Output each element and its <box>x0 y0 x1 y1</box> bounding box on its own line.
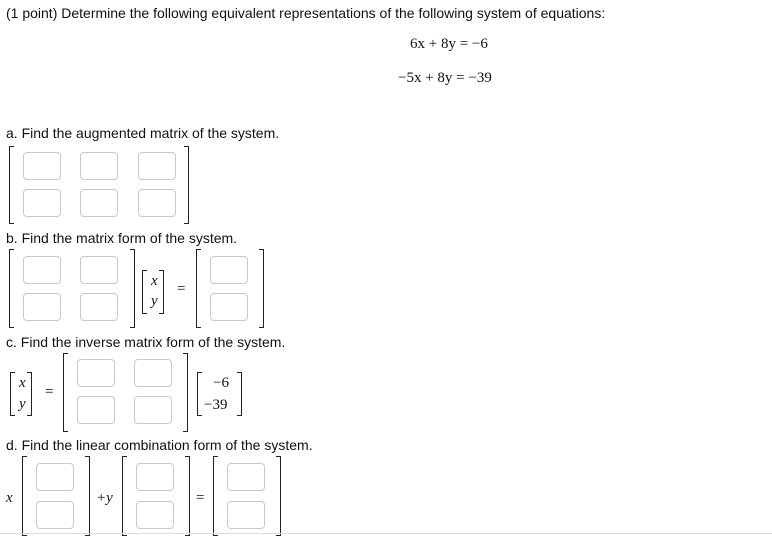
part-d-equals: = <box>196 490 205 506</box>
part-c-inv-right-bracket <box>183 353 188 432</box>
part-d-rhs-right-bracket <box>276 456 281 536</box>
part-d-x: x <box>6 490 13 506</box>
part-d-plus-y: +y <box>96 490 113 506</box>
part-c-vec-right-bracket <box>237 372 242 416</box>
part-c-inv-left-bracket <box>63 353 68 432</box>
part-b-x: x <box>151 273 158 289</box>
part-d-col2-right-bracket <box>185 456 190 536</box>
part-d-rhs-left-bracket <box>213 456 218 536</box>
part-b-label: b. Find the matrix form of the system. <box>6 230 238 246</box>
part-a-right-bracket <box>184 146 189 224</box>
part-b-equals: = <box>177 281 186 297</box>
part-b-rhs-right-bracket <box>259 249 264 328</box>
part-a-r2c3-input[interactable] <box>138 189 176 217</box>
part-a-label: a. Find the augmented matrix of the system. <box>6 125 280 141</box>
part-d-col1-right-bracket <box>85 456 90 536</box>
part-c-vec-r2: −39 <box>204 397 228 413</box>
equation-1: 6x + 8y = −6 <box>410 36 488 52</box>
part-b-coeff-r2c2-input[interactable] <box>80 293 118 321</box>
part-d-rhs-r1-input[interactable] <box>227 463 265 491</box>
part-a-r2c2-input[interactable] <box>80 189 118 217</box>
part-b-rhs-r2-input[interactable] <box>210 293 248 321</box>
part-b-coeff-right-bracket <box>130 249 135 328</box>
part-c-inv-r1c1-input[interactable] <box>77 359 115 387</box>
part-a-left-bracket <box>9 146 14 224</box>
part-c-xy-left-bracket <box>10 372 15 416</box>
part-a-r1c1-input[interactable] <box>23 152 61 180</box>
part-c-inv-r2c1-input[interactable] <box>77 396 115 424</box>
part-a-r2c1-input[interactable] <box>23 189 61 217</box>
part-d-col2-r1-input[interactable] <box>136 463 174 491</box>
part-c-equals: = <box>45 384 54 400</box>
part-d-label: d. Find the linear combination form of the system. <box>6 437 313 453</box>
part-c-xy-right-bracket <box>27 372 32 416</box>
part-b-coeff-r1c2-input[interactable] <box>80 256 118 284</box>
part-a-r1c2-input[interactable] <box>80 152 118 180</box>
part-b-coeff-r1c1-input[interactable] <box>23 256 61 284</box>
part-c-vec-r1: −6 <box>213 375 229 391</box>
part-b-y: y <box>151 293 158 309</box>
equation-2: −5x + 8y = −39 <box>398 70 492 86</box>
part-b-rhs-left-bracket <box>196 249 201 328</box>
bottom-divider <box>0 533 772 534</box>
part-c-inv-r2c2-input[interactable] <box>134 396 172 424</box>
part-b-xy-left-bracket <box>142 270 147 314</box>
part-a-r1c3-input[interactable] <box>138 152 176 180</box>
part-c-x: x <box>19 375 26 391</box>
part-b-coeff-left-bracket <box>9 249 14 328</box>
part-c-vec-left-bracket <box>197 372 202 416</box>
part-d-col1-left-bracket <box>22 456 27 536</box>
part-d-col2-left-bracket <box>122 456 127 536</box>
problem-prompt: (1 point) Determine the following equivalent representations of the following system of equations: <box>6 5 606 21</box>
part-c-inv-r1c2-input[interactable] <box>134 359 172 387</box>
part-c-y: y <box>19 396 26 412</box>
part-c-label: c. Find the inverse matrix form of the system. <box>6 334 286 350</box>
part-b-rhs-r1-input[interactable] <box>210 256 248 284</box>
part-d-col1-r1-input[interactable] <box>36 463 74 491</box>
part-d-col1-r2-input[interactable] <box>36 501 74 529</box>
part-d-col2-r2-input[interactable] <box>136 501 174 529</box>
part-d-rhs-r2-input[interactable] <box>227 501 265 529</box>
part-b-xy-right-bracket <box>159 270 164 314</box>
part-b-coeff-r2c1-input[interactable] <box>23 293 61 321</box>
